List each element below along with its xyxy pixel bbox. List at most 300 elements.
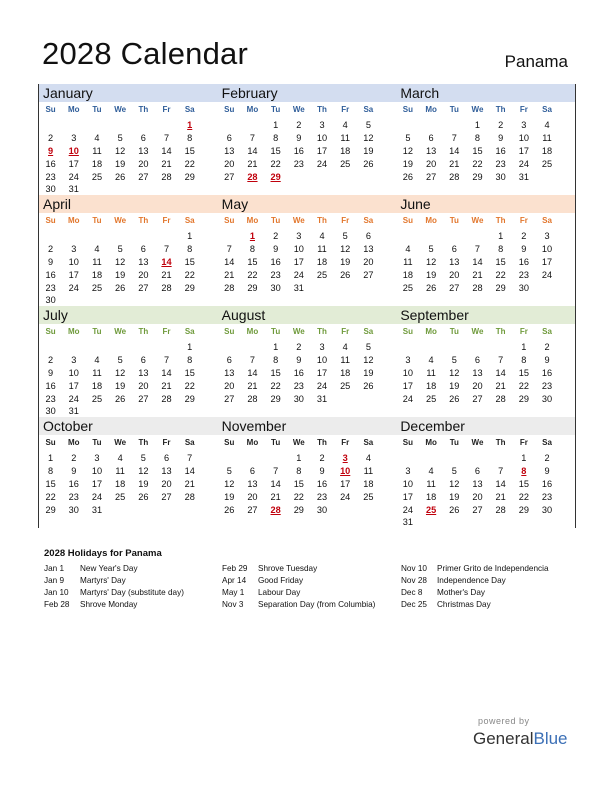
holiday-name: Labour Day [258, 588, 301, 597]
day-cell: 8 [187, 244, 193, 255]
day-cell: 10 [68, 256, 79, 267]
day-cell: 17 [293, 256, 304, 267]
holiday-entry [222, 588, 375, 600]
week-row [218, 145, 397, 158]
weekday-label: Su [224, 104, 235, 114]
weekday-label: Th [495, 215, 506, 225]
day-cell: 6 [428, 133, 434, 144]
day-cell: 10 [541, 244, 553, 255]
day-cell: 9 [544, 355, 550, 366]
weekday-label: Fr [519, 104, 528, 114]
holiday-date: Nov 3 [222, 600, 244, 609]
day-cell: 3 [405, 466, 411, 477]
day-cell: 4 [94, 355, 100, 366]
day-cell: 27 [138, 282, 149, 293]
weekday-label: Th [495, 104, 506, 114]
weekday-label: We [114, 215, 127, 225]
day-cell: 29 [247, 282, 258, 293]
day-cell: 24 [402, 393, 414, 404]
week-row [218, 392, 397, 405]
day-cell: 8 [249, 244, 255, 255]
day-cell: 17 [68, 269, 79, 280]
day-cell: 4 [428, 355, 434, 366]
weekday-label: We [292, 326, 305, 336]
day-cell: 18 [115, 478, 126, 489]
day-cell: 28 [161, 171, 172, 182]
holiday-date: Feb 29 [222, 564, 248, 573]
week-row [396, 170, 575, 183]
day-cell: 15 [45, 478, 56, 489]
day-cell: 30 [68, 504, 79, 515]
weekday-label: Su [45, 215, 56, 225]
day-cell: 2 [521, 231, 527, 242]
holiday-name: Shrove Monday [80, 600, 138, 609]
day-cell: 7 [249, 133, 255, 144]
weekday-label: Su [224, 326, 235, 336]
day-cell: 16 [68, 478, 79, 489]
month-name: February [218, 84, 397, 102]
day-cell: 31 [293, 282, 304, 293]
weekday-label: We [471, 215, 484, 225]
day-cell: 19 [363, 367, 374, 378]
holiday-day: 8 [521, 466, 527, 477]
day-cell: 21 [270, 491, 281, 502]
day-cell: 22 [45, 491, 56, 502]
day-cell: 15 [247, 256, 258, 267]
weekday-label: Tu [449, 104, 459, 114]
holiday-day: 25 [425, 504, 437, 515]
day-cell: 1 [521, 342, 527, 353]
day-cell: 4 [342, 120, 348, 131]
weekday-header [39, 324, 218, 338]
weekday-label: Mo [425, 215, 437, 225]
day-cell: 1 [187, 231, 193, 242]
weekday-header [39, 435, 218, 449]
day-cell: 29 [184, 282, 195, 293]
day-cell: 18 [363, 478, 374, 489]
week-row [218, 256, 397, 269]
day-cell: 13 [425, 145, 437, 156]
week-row [396, 465, 575, 478]
week-row [396, 478, 575, 491]
day-cell: 19 [115, 158, 126, 169]
weekday-label: Sa [184, 215, 195, 225]
week-row [218, 341, 397, 354]
day-cell: 3 [71, 244, 77, 255]
day-cell: 17 [68, 380, 79, 391]
day-cell: 23 [316, 491, 328, 502]
weekday-label: We [114, 437, 127, 447]
day-cell: 9 [273, 244, 279, 255]
brand-general: General [473, 729, 534, 748]
weekday-label: Tu [92, 437, 102, 447]
weekday-header [396, 213, 575, 227]
day-cell: 17 [402, 380, 414, 391]
day-cell: 19 [224, 491, 235, 502]
weekday-label: Sa [542, 437, 552, 447]
day-cell: 6 [249, 466, 255, 477]
weekday-header [218, 435, 397, 449]
day-cell: 15 [518, 367, 529, 378]
day-cell: 12 [115, 145, 126, 156]
day-cell: 26 [363, 158, 374, 169]
week-row [218, 132, 397, 145]
day-cell: 7 [273, 466, 279, 477]
day-cell: 3 [94, 453, 100, 464]
holiday-entry [222, 576, 375, 588]
day-cell: 12 [224, 478, 235, 489]
quarter-row [39, 84, 575, 195]
day-cell: 11 [340, 355, 350, 366]
day-cell: 9 [498, 133, 504, 144]
holiday-day: 28 [270, 504, 281, 515]
day-cell: 3 [319, 342, 325, 353]
day-cell: 25 [91, 171, 103, 182]
day-cell: 29 [184, 393, 195, 404]
week-row [39, 367, 218, 380]
day-cell: 8 [521, 355, 527, 366]
day-cell: 7 [163, 244, 170, 255]
weekday-label: Th [317, 215, 327, 225]
day-cell: 24 [68, 393, 79, 404]
day-cell: 27 [161, 491, 172, 502]
month-march [396, 84, 575, 195]
day-cell: 16 [316, 478, 328, 489]
weekday-label: Fr [341, 215, 350, 225]
day-cell: 13 [363, 244, 374, 255]
day-cell: 12 [363, 133, 374, 144]
day-cell: 29 [45, 504, 56, 515]
day-cell: 16 [45, 380, 56, 391]
day-cell: 22 [518, 380, 529, 391]
day-cell: 30 [518, 282, 529, 293]
weekday-header [218, 102, 397, 116]
week-row [396, 490, 575, 503]
holiday-day: 3 [342, 453, 348, 464]
day-cell: 19 [402, 158, 414, 169]
weekday-label: Th [317, 437, 327, 447]
month-june [396, 195, 575, 306]
weekday-label: Fr [519, 437, 528, 447]
weekday-header [218, 324, 397, 338]
holiday-entry [222, 600, 375, 612]
day-cell: 20 [247, 491, 258, 502]
weekday-label: Su [224, 215, 235, 225]
day-cell: 15 [518, 478, 529, 489]
day-cell: 22 [495, 269, 506, 280]
holiday-entry [44, 576, 184, 588]
day-cell: 19 [138, 478, 149, 489]
week-row [218, 157, 397, 170]
day-cell: 2 [319, 453, 325, 464]
day-cell: 20 [161, 478, 172, 489]
day-cell: 26 [363, 380, 374, 391]
day-cell: 6 [365, 231, 371, 242]
country-label: Panama [504, 52, 568, 71]
holiday-day: 10 [68, 145, 79, 156]
day-cell: 7 [163, 133, 170, 144]
day-cell: 7 [163, 355, 170, 366]
weekday-label: Fr [341, 437, 350, 447]
weekday-label: Th [317, 326, 327, 336]
day-cell: 3 [71, 355, 77, 366]
weekday-label: Fr [519, 326, 528, 336]
week-row [39, 281, 218, 294]
day-cell: 27 [224, 393, 235, 404]
day-cell: 8 [48, 466, 54, 477]
holiday-date: Apr 14 [222, 576, 247, 585]
day-cell: 8 [187, 355, 193, 366]
day-cell: 2 [48, 355, 54, 366]
weekday-label: Mo [425, 326, 437, 336]
day-cell: 20 [138, 158, 149, 169]
day-cell: 12 [115, 367, 126, 378]
day-cell: 2 [273, 231, 279, 242]
weekday-label: Su [402, 104, 414, 114]
day-cell: 16 [495, 145, 506, 156]
day-cell: 25 [115, 491, 126, 502]
day-cell: 29 [495, 282, 506, 293]
holiday-name: Shrove Tuesday [258, 564, 318, 573]
day-cell: 30 [495, 171, 506, 182]
weekday-label: Sa [184, 326, 195, 336]
day-cell: 11 [317, 244, 327, 255]
day-cell: 16 [270, 256, 281, 267]
day-cell: 26 [138, 491, 149, 502]
weekday-label: Su [402, 437, 414, 447]
day-cell: 18 [91, 269, 103, 280]
week-row [39, 294, 218, 307]
holiday-date: Jan 10 [44, 588, 69, 597]
weekday-label: Mo [246, 104, 259, 114]
month-name: March [396, 84, 575, 102]
day-cell: 14 [495, 367, 506, 378]
weekday-label: Mo [246, 326, 259, 336]
day-cell: 4 [544, 120, 550, 131]
day-cell: 15 [184, 256, 195, 267]
day-cell: 6 [163, 453, 170, 464]
day-cell: 9 [544, 466, 550, 477]
weekday-header [39, 102, 218, 116]
day-cell: 16 [45, 158, 56, 169]
day-cell: 24 [316, 158, 328, 169]
day-cell: 18 [402, 269, 414, 280]
day-cell: 7 [498, 355, 504, 366]
day-cell: 10 [91, 466, 103, 477]
day-cell: 23 [293, 158, 304, 169]
month-january [39, 84, 218, 195]
weekday-header [396, 324, 575, 338]
day-cell: 15 [270, 367, 281, 378]
day-cell: 6 [474, 355, 481, 366]
weekday-label: We [292, 437, 305, 447]
weekday-label: Tu [92, 326, 102, 336]
weekday-label: Fr [162, 215, 171, 225]
weekday-label: We [471, 326, 484, 336]
day-cell: 3 [405, 355, 411, 366]
month-name: January [39, 84, 218, 102]
day-cell: 21 [184, 478, 195, 489]
holiday-day: 29 [270, 171, 281, 182]
day-cell: 18 [340, 367, 351, 378]
holiday-name: Good Friday [258, 576, 304, 585]
weekday-label: Su [45, 437, 56, 447]
day-cell: 1 [273, 342, 279, 353]
week-row [218, 119, 397, 132]
day-cell: 28 [472, 282, 483, 293]
day-cell: 24 [68, 171, 79, 182]
day-cell: 31 [518, 171, 529, 182]
week-row [218, 230, 397, 243]
day-cell: 8 [296, 466, 302, 477]
day-cell: 1 [187, 342, 193, 353]
weekday-label: Mo [68, 437, 80, 447]
day-cell: 5 [365, 342, 371, 353]
day-cell: 10 [293, 244, 304, 255]
weekday-label: Sa [363, 326, 374, 336]
holiday-name: Mother's Day [437, 588, 485, 597]
day-cell: 16 [541, 367, 553, 378]
day-cell: 19 [363, 145, 374, 156]
weekday-label: Fr [162, 104, 171, 114]
holiday-day: 10 [340, 466, 351, 477]
holiday-name: Christmas Day [437, 600, 491, 609]
day-cell: 5 [117, 244, 123, 255]
day-cell: 14 [224, 256, 235, 267]
day-cell: 30 [270, 282, 281, 293]
holiday-name: Primer Grito de Independencia [437, 564, 549, 573]
day-cell: 21 [495, 491, 506, 502]
day-cell: 25 [363, 491, 374, 502]
holiday-column [401, 564, 549, 612]
holiday-entry [401, 588, 549, 600]
day-cell: 5 [342, 231, 348, 242]
week-row [39, 230, 218, 243]
day-cell: 2 [48, 133, 54, 144]
day-cell: 14 [247, 145, 258, 156]
day-cell: 1 [296, 453, 302, 464]
day-cell: 6 [140, 133, 146, 144]
day-cell: 24 [91, 491, 103, 502]
day-cell: 27 [138, 171, 149, 182]
day-cell: 16 [293, 145, 304, 156]
weekday-label: Mo [68, 326, 80, 336]
week-row [218, 465, 397, 478]
day-cell: 14 [449, 145, 460, 156]
day-cell: 27 [449, 282, 460, 293]
day-cell: 17 [68, 158, 79, 169]
day-cell: 17 [340, 478, 351, 489]
week-row [396, 157, 575, 170]
day-cell: 23 [45, 393, 56, 404]
day-cell: 27 [247, 504, 258, 515]
month-name: July [39, 306, 218, 324]
day-cell: 10 [316, 133, 328, 144]
week-row [218, 490, 397, 503]
weekday-label: Mo [68, 215, 80, 225]
week-row [39, 503, 218, 516]
day-cell: 13 [247, 478, 258, 489]
month-name: May [218, 195, 397, 213]
day-cell: 13 [138, 367, 149, 378]
month-april [39, 195, 218, 306]
day-cell: 31 [68, 406, 79, 417]
day-cell: 12 [449, 478, 460, 489]
weekday-label: We [471, 104, 484, 114]
holiday-name: Separation Day (from Columbia) [258, 600, 376, 609]
week-row [396, 341, 575, 354]
day-cell: 14 [495, 478, 506, 489]
day-cell: 19 [425, 269, 437, 280]
week-row [218, 367, 397, 380]
weekday-label: We [471, 437, 484, 447]
week-row [218, 379, 397, 392]
holiday-date: Dec 25 [401, 600, 427, 609]
weekday-header [39, 213, 218, 227]
day-cell: 3 [296, 231, 302, 242]
day-cell: 13 [449, 256, 460, 267]
day-cell: 23 [45, 282, 56, 293]
day-cell: 22 [518, 491, 529, 502]
day-cell: 22 [184, 269, 195, 280]
week-row [218, 478, 397, 491]
week-row [39, 379, 218, 392]
weekday-label: Fr [162, 326, 171, 336]
weekday-label: Sa [184, 104, 195, 114]
weekday-label: We [114, 326, 127, 336]
holiday-entry [401, 564, 549, 576]
day-cell: 26 [449, 504, 460, 515]
day-cell: 24 [293, 269, 304, 280]
weekday-label: We [114, 104, 127, 114]
day-cell: 21 [161, 269, 172, 280]
weekday-label: Mo [68, 104, 80, 114]
day-cell: 6 [226, 355, 232, 366]
day-cell: 21 [472, 269, 483, 280]
day-cell: 12 [402, 145, 414, 156]
day-cell: 13 [161, 466, 172, 477]
day-cell: 17 [91, 478, 103, 489]
day-cell: 5 [451, 355, 457, 366]
weekday-header [396, 435, 575, 449]
day-cell: 5 [140, 453, 146, 464]
day-cell: 4 [365, 453, 371, 464]
week-row [39, 256, 218, 269]
day-cell: 14 [247, 367, 258, 378]
day-cell: 12 [115, 256, 126, 267]
day-cell: 28 [449, 171, 460, 182]
day-cell: 27 [472, 504, 483, 515]
month-february [218, 84, 397, 195]
day-cell: 10 [68, 367, 79, 378]
day-cell: 2 [544, 342, 550, 353]
day-cell: 23 [270, 269, 281, 280]
week-row [39, 490, 218, 503]
day-cell: 6 [226, 133, 232, 144]
week-row [396, 367, 575, 380]
day-cell: 4 [405, 244, 411, 255]
day-cell: 30 [45, 406, 56, 417]
weekday-label: Sa [363, 104, 374, 114]
day-cell: 12 [363, 355, 374, 366]
day-cell: 12 [449, 367, 460, 378]
day-cell: 2 [296, 120, 302, 131]
weekday-label: Th [138, 326, 149, 336]
weekday-label: Tu [92, 215, 102, 225]
weekday-label: Su [45, 104, 56, 114]
day-cell: 10 [402, 367, 414, 378]
weekday-label: We [292, 215, 305, 225]
